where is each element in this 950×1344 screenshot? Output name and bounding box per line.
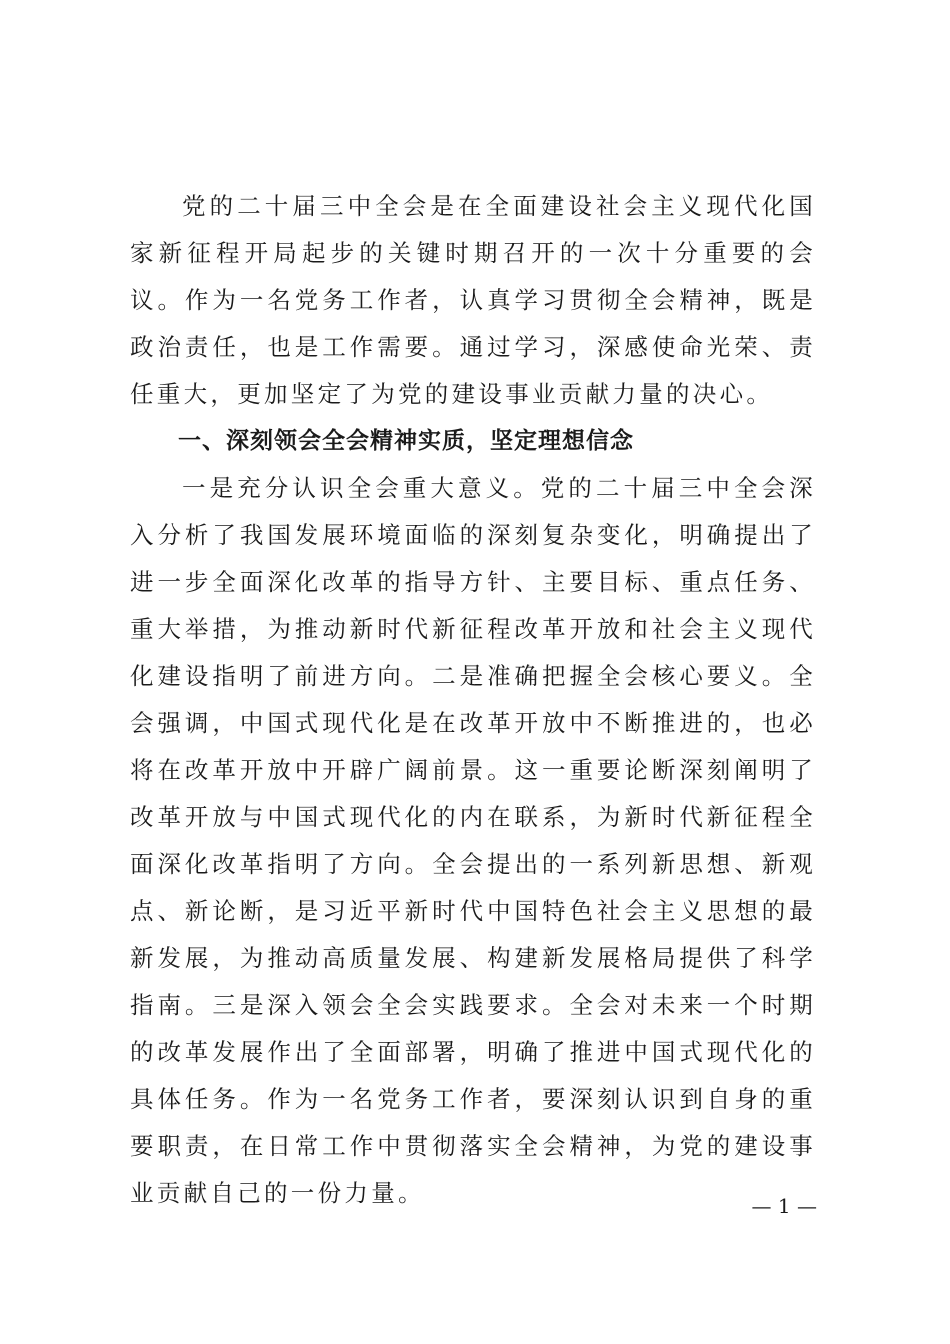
- page-number: — 1 —: [751, 1194, 817, 1218]
- section-heading: 一、深刻领会全会精神实质，坚定理想信念: [178, 428, 634, 454]
- document-body: [130, 183, 816, 1217]
- intro-paragraph: 党的二十届三中全会是在全面建设社会主义现代化国家新征程开局起步的关键时期召开的一次十分重要的会议。作为一名党务工作者，认真学习贯彻全会精神，既是政治责任，也是工作需要。通过学习，深感使命光荣、责任重大，更加坚定了为党的建设事业贡献力量的决心。: [130, 192, 816, 408]
- body-paragraph: 一是充分认识全会重大意义。党的二十届三中全会深入分析了我国发展环境面临的深刻复杂变化，明确提出了进一步全面深化改革的指导方针、主要目标、重点任务、重大举措，为推动新时代新征程改革开放和社会主义现代化建设指明了前进方向。二是准确把握全会核心要义。全会强调，中国式现代化是在改革开放中不断推进的，也必将在改革开放中开辟广阔前景。这一重要论断深刻阐明了改革开放与中国式现代化的内在联系，为新时代新征程全面深化改革指明了方向。全会提出的一系列新思想、新观点、新论断，是习近平新时代中国特色社会主义思想的最新发展，为推动高质量发展、构建新发展格局提供了科学指南。三是深入领会全会实践要求。全会对未来一个时期的改革发展作出了全面部署，明确了推进中国式现代化的具体任务。作为一名党务工作者，要深刻认识到自身的重要职责，在日常工作中贯彻落实全会精神，为党的建设事业贡献自己的一份力量。: [130, 474, 816, 1207]
